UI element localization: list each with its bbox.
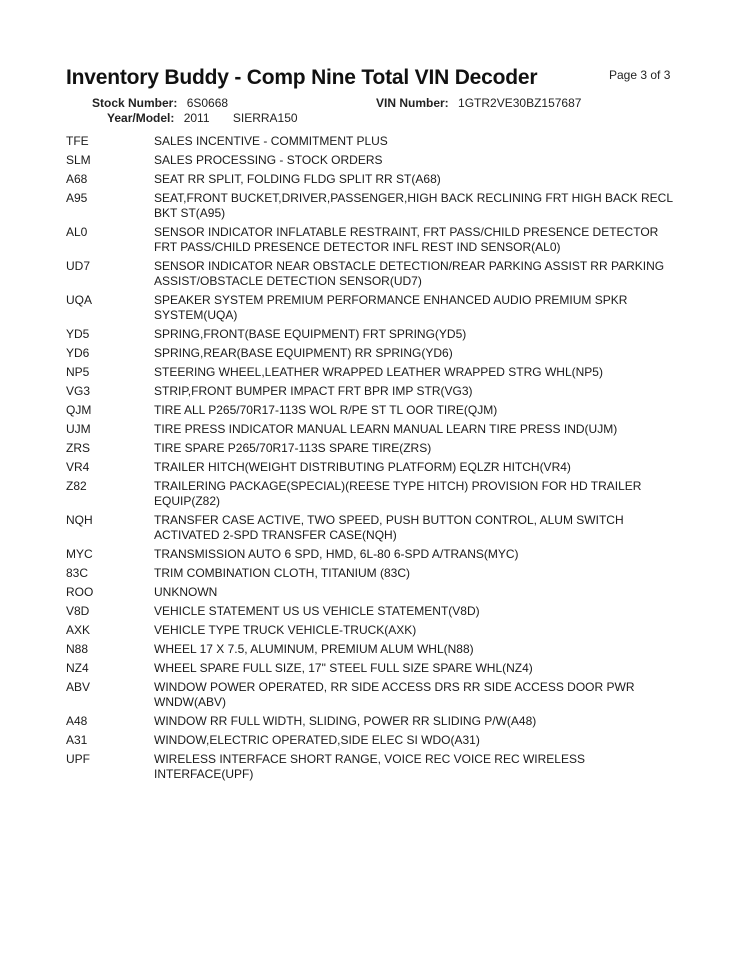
option-description: WIRELESS INTERFACE SHORT RANGE, VOICE REC VOICE REC WIRELESS INTERFACE(UPF)	[154, 752, 585, 781]
option-code: SLM	[66, 153, 91, 167]
option-row	[66, 585, 686, 600]
option-description: SALES PROCESSING - STOCK ORDERS	[154, 153, 383, 167]
option-description: WHEEL 17 X 7.5, ALUMINUM, PREMIUM ALUM WHL(N88)	[154, 642, 474, 656]
option-code: UD7	[66, 259, 91, 273]
option-description: TIRE PRESS INDICATOR MANUAL LEARN MANUAL LEARN TIRE PRESS IND(UJM)	[154, 422, 618, 436]
option-description: TRANSFER CASE ACTIVE, TWO SPEED, PUSH BUTTON CONTROL, ALUM SWITCH ACTIVATED 2-SPD TRANSFER CASE(NQH)	[154, 513, 624, 542]
option-description: STRIP,FRONT BUMPER IMPACT FRT BPR IMP STR(VG3)	[154, 384, 473, 398]
option-code: NQH	[66, 513, 93, 527]
options-list	[66, 134, 686, 786]
option-row	[66, 733, 686, 748]
year-value: 2011	[183, 111, 210, 125]
option-row	[66, 441, 686, 456]
option-code: A31	[66, 733, 88, 747]
option-code: YD5	[66, 327, 90, 341]
option-description: SENSOR INDICATOR NEAR OBSTACLE DETECTION/REAR PARKING ASSIST RR PARKING ASSIST/OBSTACLE DETECTION SENSOR(UD7)	[154, 259, 665, 288]
stock-number-value: 6S0668	[186, 96, 229, 110]
option-code: N88	[66, 642, 89, 656]
option-code: Z82	[66, 479, 87, 493]
option-code: A48	[66, 714, 88, 728]
option-code: NP5	[66, 365, 90, 379]
option-code: VR4	[66, 460, 90, 474]
option-description: SPEAKER SYSTEM PREMIUM PERFORMANCE ENHANCED AUDIO PREMIUM SPKR SYSTEM(UQA)	[154, 293, 628, 322]
option-code: YD6	[66, 346, 90, 360]
option-row	[66, 714, 686, 729]
model-value: SIERRA150	[232, 111, 298, 125]
option-description: UNKNOWN	[154, 585, 218, 599]
option-code: ROO	[66, 585, 94, 599]
option-description: WINDOW,ELECTRIC OPERATED,SIDE ELEC SI WDO(A31)	[154, 733, 480, 747]
option-row	[66, 479, 686, 509]
option-row	[66, 225, 686, 255]
option-row	[66, 566, 686, 581]
option-code: UJM	[66, 422, 91, 436]
option-code: A95	[66, 191, 88, 205]
option-description: TRANSMISSION AUTO 6 SPD, HMD, 6L-80 6-SPD A/TRANS(MYC)	[154, 547, 519, 561]
option-description: SPRING,FRONT(BASE EQUIPMENT) FRT SPRING(YD5)	[154, 327, 467, 341]
option-description: TIRE SPARE P265/70R17-113S SPARE TIRE(ZRS)	[154, 441, 432, 455]
option-row	[66, 327, 686, 342]
option-description: SPRING,REAR(BASE EQUIPMENT) RR SPRING(YD6)	[154, 346, 453, 360]
option-description: TRAILER HITCH(WEIGHT DISTRIBUTING PLATFORM) EQLZR HITCH(VR4)	[154, 460, 571, 474]
option-row	[66, 422, 686, 437]
option-description: TRAILERING PACKAGE(SPECIAL)(REESE TYPE HITCH) PROVISION FOR HD TRAILER EQUIP(Z82)	[154, 479, 642, 508]
stock-number-label: Stock Number:	[92, 96, 178, 110]
vin-number	[376, 96, 581, 110]
option-row	[66, 293, 686, 323]
page-number: Page 3 of 3	[609, 68, 671, 82]
year-model	[107, 111, 298, 125]
option-description: WHEEL SPARE FULL SIZE, 17" STEEL FULL SIZE SPARE WHL(NZ4)	[154, 661, 533, 675]
option-code: AL0	[66, 225, 88, 239]
option-row	[66, 642, 686, 657]
option-description: SEAT RR SPLIT, FOLDING FLDG SPLIT RR ST(A68)	[154, 172, 441, 186]
option-row	[66, 365, 686, 380]
option-row	[66, 752, 686, 782]
option-row	[66, 153, 686, 168]
option-code: VG3	[66, 384, 91, 398]
option-description: WINDOW RR FULL WIDTH, SLIDING, POWER RR SLIDING P/W(A48)	[154, 714, 537, 728]
option-row	[66, 191, 686, 221]
stock-number	[92, 96, 228, 110]
option-code: QJM	[66, 403, 92, 417]
option-row	[66, 547, 686, 562]
option-row	[66, 259, 686, 289]
option-description: VEHICLE STATEMENT US US VEHICLE STATEMENT(V8D)	[154, 604, 480, 618]
option-code: ZRS	[66, 441, 90, 455]
option-row	[66, 513, 686, 543]
option-code: A68	[66, 172, 88, 186]
option-description: SENSOR INDICATOR INFLATABLE RESTRAINT, FRT PASS/CHILD PRESENCE DETECTOR FRT PASS/CHILD PRESENCE DETECTOR INFL REST IND SENSOR(AL0)	[154, 225, 659, 254]
option-description: SEAT,FRONT BUCKET,DRIVER,PASSENGER,HIGH BACK RECLINING FRT HIGH BACK RECL BKT ST(A95)	[154, 191, 673, 220]
option-code: AXK	[66, 623, 91, 637]
option-code: NZ4	[66, 661, 89, 675]
option-code: UPF	[66, 752, 90, 766]
year-model-label: Year/Model:	[107, 111, 175, 125]
option-row	[66, 661, 686, 676]
option-description: TIRE ALL P265/70R17-113S WOL R/PE ST TL OOR TIRE(QJM)	[154, 403, 498, 417]
option-code: TFE	[66, 134, 89, 148]
option-description: WINDOW POWER OPERATED, RR SIDE ACCESS DRS RR SIDE ACCESS DOOR PWR WNDW(ABV)	[154, 680, 635, 709]
option-row	[66, 384, 686, 399]
option-row	[66, 623, 686, 638]
vin-number-value: 1GTR2VE30BZ157687	[458, 96, 582, 110]
option-row	[66, 346, 686, 361]
option-row	[66, 604, 686, 619]
document-title: Inventory Buddy - Comp Nine Total VIN Decoder	[66, 66, 538, 89]
option-description: VEHICLE TYPE TRUCK VEHICLE-TRUCK(AXK)	[154, 623, 417, 637]
option-code: V8D	[66, 604, 90, 618]
option-row	[66, 172, 686, 187]
option-description: STEERING WHEEL,LEATHER WRAPPED LEATHER WRAPPED STRG WHL(NP5)	[154, 365, 603, 379]
option-row	[66, 403, 686, 418]
option-row	[66, 134, 686, 149]
option-code: 83C	[66, 566, 89, 580]
option-description: SALES INCENTIVE - COMMITMENT PLUS	[154, 134, 388, 148]
option-row	[66, 680, 686, 710]
option-code: ABV	[66, 680, 91, 694]
option-code: UQA	[66, 293, 93, 307]
option-description: TRIM COMBINATION CLOTH, TITANIUM (83C)	[154, 566, 411, 580]
option-row	[66, 460, 686, 475]
option-code: MYC	[66, 547, 93, 561]
vin-number-label: VIN Number:	[376, 96, 449, 110]
